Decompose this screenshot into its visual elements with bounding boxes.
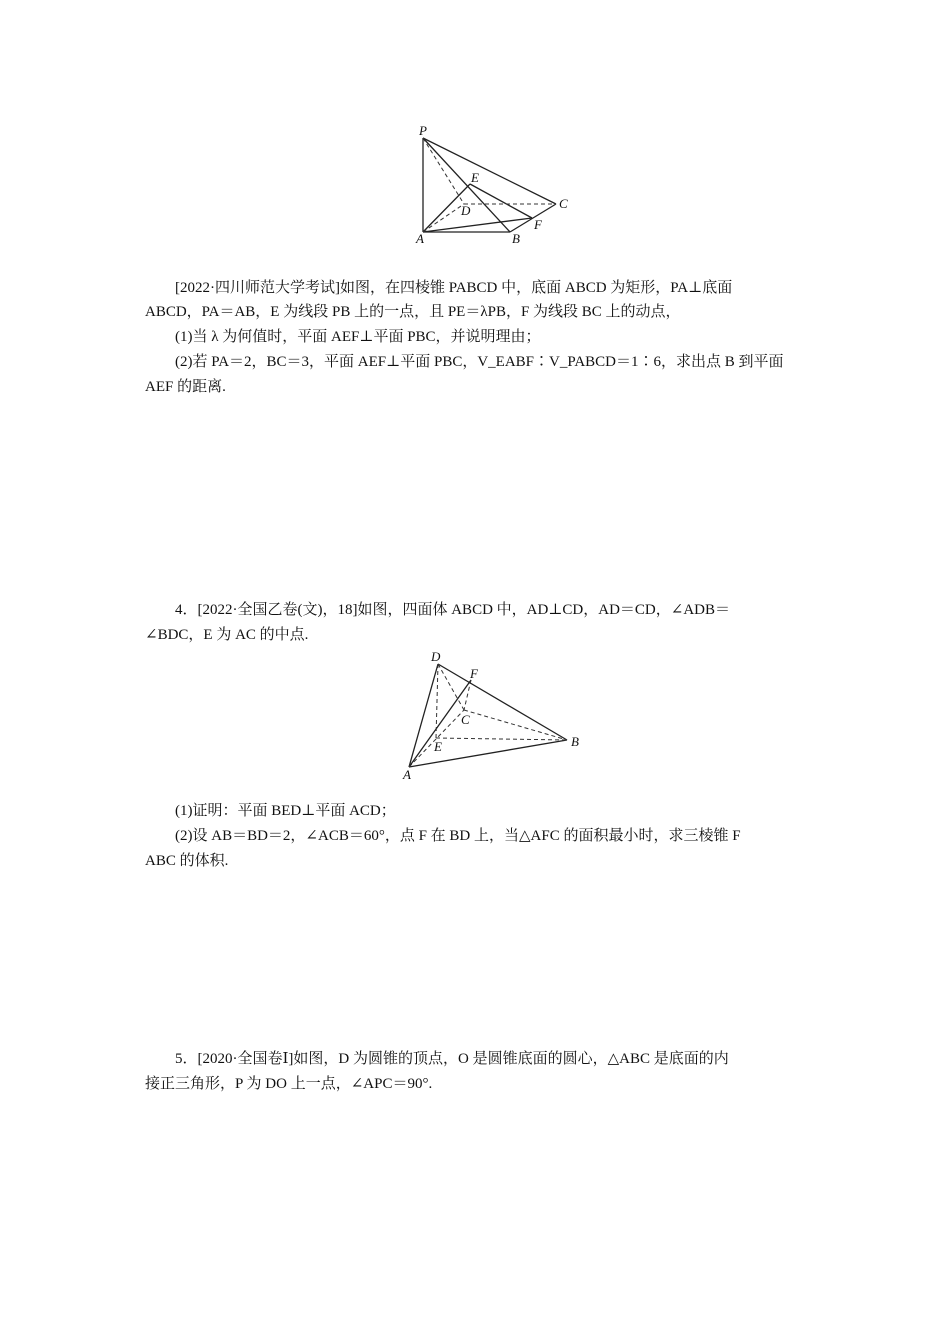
label-F: F	[534, 217, 542, 232]
problem3-question1: (1)当 λ 为何值时，平面 AEF⊥平面 PBC，并说明理由；	[175, 329, 541, 345]
label-D: D	[461, 203, 471, 218]
problem3-intro-line2: ABCD，PA＝AB，E 为线段 PB 上的一点，且 PE＝λPB，F 为线段 BC 上的动点，	[145, 304, 681, 320]
solid-edges	[409, 664, 567, 767]
problem3-intro-line1: [2022·四川师范大学考试]如图，在四棱锥 PABCD 中，底面 ABCD 为矩形，PA⊥底面	[175, 280, 733, 296]
label-E: E	[471, 170, 479, 185]
problem4-question2-line1: (2)设 AB＝BD＝2，∠ACB＝60°，点 F 在 BD 上，当△AFC 的面积最小时，求三棱锥 F	[175, 828, 741, 844]
dashed-edges	[409, 664, 567, 767]
problem3-question2-line1: (2)若 PA＝2，BC＝3，平面 AEF⊥平面 PBC，V_EABF∶V_PABCD＝1∶6，求出点 B 到平面	[175, 354, 784, 370]
problem4-question2-line2: ABC 的体积.	[145, 853, 229, 869]
problem3-question2-line2: AEF 的距离.	[145, 379, 226, 395]
label-E: E	[434, 739, 442, 754]
figure-pyramid-pabcd	[405, 120, 585, 250]
figure-tetrahedron-abcd	[395, 648, 595, 786]
label-A: A	[403, 767, 411, 782]
label-C: C	[559, 196, 568, 211]
label-F: F	[470, 666, 478, 681]
problem5-intro-line2: 接正三角形，P 为 DO 上一点，∠APC＝90°.	[145, 1076, 433, 1092]
problem4-question1: (1)证明：平面 BED⊥平面 ACD；	[175, 803, 396, 819]
label-D: D	[431, 649, 441, 664]
problem5-intro-line1: 5．[2020·全国卷Ⅰ]如图，D 为圆锥的顶点，O 是圆锥底面的圆心，△ABC 是底面的内	[175, 1051, 729, 1067]
label-A: A	[416, 231, 424, 246]
label-P: P	[419, 123, 427, 138]
problem4-intro-line2: ∠BDC，E 为 AC 的中点.	[145, 627, 309, 643]
label-B: B	[512, 231, 520, 246]
label-C: C	[461, 712, 470, 727]
problem4-intro-line1: 4．[2022·全国乙卷(文)，18]如图，四面体 ABCD 中，AD⊥CD，AD＝CD，∠ADB＝	[175, 602, 731, 618]
label-B: B	[571, 734, 579, 749]
